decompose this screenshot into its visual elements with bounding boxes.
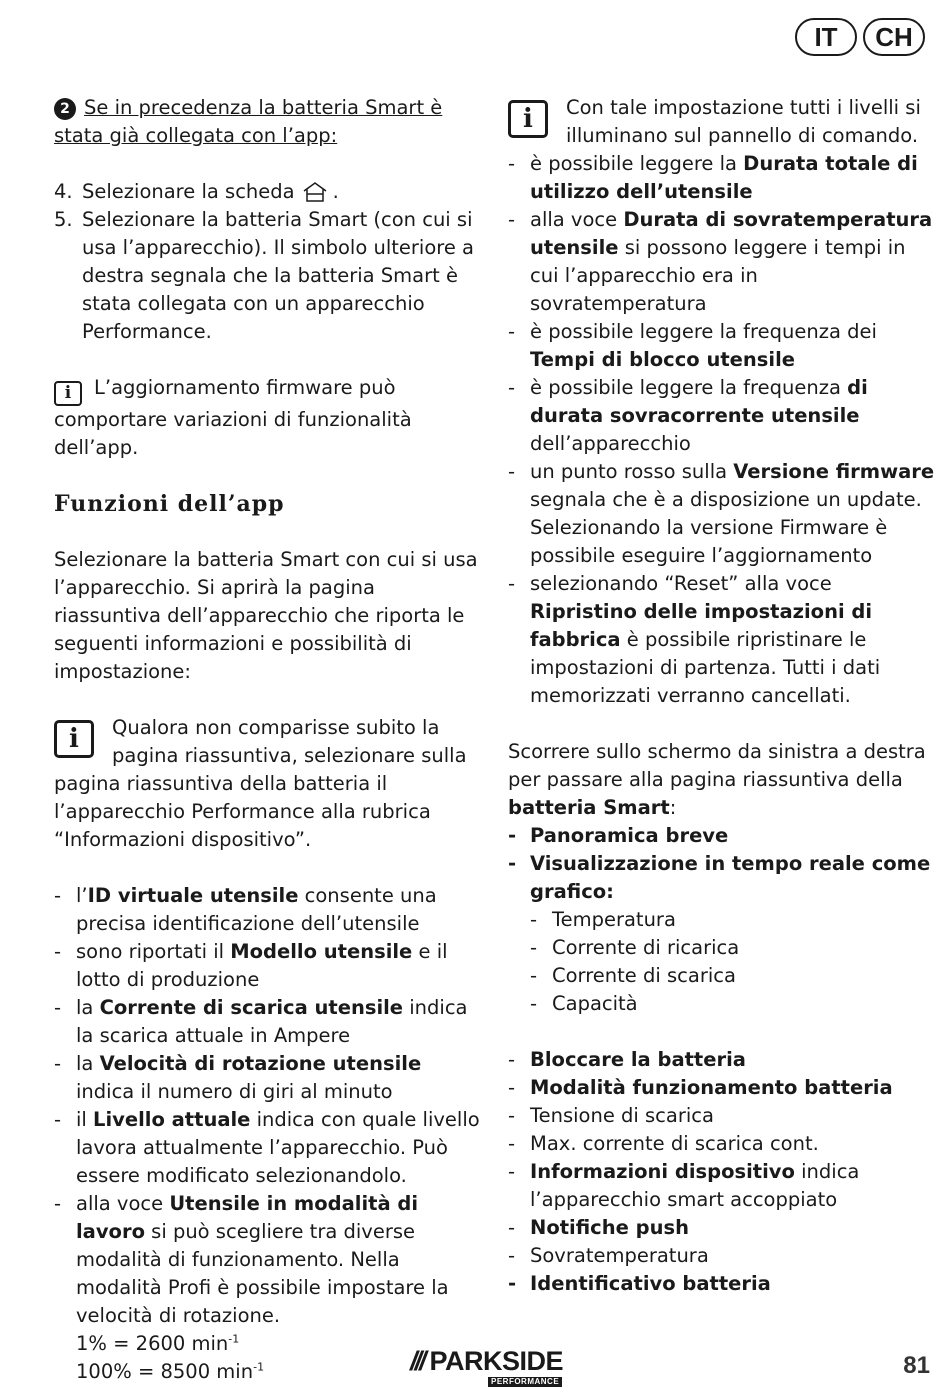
- list-item: - è possibile leggere la frequenza di durata sovracorrente utensile dell’apparecchio: [508, 376, 868, 455]
- summary-note: i Qualora non comparisse subito la pagina riassuntiva, selezionare sulla pagina riassuntiva della batteria il l’apparecchio Performance alla rubrica “Informazioni dispositivo”.: [54, 715, 467, 851]
- list-item: - Max. corrente di scarica cont.: [508, 1132, 819, 1155]
- list-item: - è possibile leggere la frequenza dei Tempi di blocco utensile: [508, 320, 877, 371]
- speed-1: 1% = 2600 min: [76, 1331, 229, 1355]
- list-item: - Sovratemperatura: [508, 1244, 709, 1267]
- step-number-badge: 2: [54, 98, 76, 120]
- list-item: 4. Selezionare la scheda .: [54, 180, 339, 203]
- list-item: - Identificativo batteria: [508, 1272, 771, 1295]
- list-item: - Visualizzazione in tempo reale come grafico:: [508, 852, 931, 903]
- list-item: - è possibile leggere la Durata totale di utilizzo dell’utensile: [508, 152, 918, 203]
- levels-note: i Con tale impostazione tutti i livelli si illuminano sul pannello di comando.: [508, 94, 940, 150]
- list-item: - Panoramica breve: [508, 824, 729, 847]
- list-item: - l’ID virtuale utensile consente una precisa identificazione dell’utensile: [54, 883, 437, 935]
- speed-100: 100% = 8500 min: [76, 1359, 254, 1383]
- list-item: - Tensione di scarica: [508, 1104, 714, 1127]
- list-item: - Bloccare la batteria: [508, 1048, 746, 1071]
- intro-paragraph: Selezionare la batteria Smart con cui si usa l’apparecchio. Si aprirà la pagina riassuntiva dell’apparecchio che riporta le seguenti informazioni e possibilità di impostazione:: [54, 547, 478, 683]
- right-column: [508, 94, 940, 1298]
- list-item: - la Corrente di scarica utensile indica la scarica attuale in Ampere: [54, 995, 468, 1047]
- list-item: 5. Selezionare la batteria Smart (con cui si usa l’apparecchio). Il simbolo ulteriore a destra segnala che la batteria Smart è stata collegata con un apparecchio Performance.: [54, 208, 474, 343]
- sub-list-item: - Corrente di scarica: [530, 964, 736, 987]
- info-icon: i: [54, 381, 82, 406]
- sub-list-item: - Temperatura: [530, 908, 676, 931]
- info-icon: i: [508, 100, 548, 138]
- list-item: - alla voce Durata di sovratemperatura utensile si possono leggere i tempi in cui l’apparecchio era in sovratemperatura: [508, 208, 933, 315]
- parkside-logo: /// PARKSIDE PERFORMANCE: [410, 1346, 564, 1386]
- info-icon: i: [54, 720, 94, 758]
- list-item: - Informazioni dispositivo indica l’apparecchio smart accoppiato: [508, 1160, 860, 1211]
- home-icon: [301, 181, 329, 203]
- scroll-paragraph: Scorrere sullo schermo da sinistra a destra per passare alla pagina riassuntiva della batteria Smart:: [508, 740, 926, 819]
- left-column: [54, 94, 480, 1386]
- firmware-note: i L’aggiornamento firmware può comportare variazioni di funzionalità dell’app.: [54, 376, 412, 459]
- language-badge-it: IT: [795, 18, 857, 56]
- section-heading: Funzioni dell’app: [54, 490, 285, 517]
- list-item: - sono riportati il Modello utensile e il lotto di produzione: [54, 939, 448, 991]
- list-item: - alla voce Utensile in modalità di lavoro si può scegliere tra diverse modalità di funzionamento. Nella modalità Profi è possibile impostare la velocità di rotazione. 1% = 2600 $\min^{-1}$ 100% = 8500 $\min^{-1}$: [54, 1191, 449, 1383]
- sub-list-item: - Capacità: [530, 992, 638, 1015]
- list-item: - Notifiche push: [508, 1216, 689, 1239]
- list-item: - un punto rosso sulla Versione firmware segnala che è a disposizione un update. Selezionando la versione Firmware è possibile eseguire l’aggiornamento: [508, 460, 935, 567]
- list-item: - selezionando “Reset” alla voce Ripristino delle impostazioni di fabbrica è possibile ripristinare le impostazioni di partenza. Tutti i dati memorizzati verranno cancellati.: [508, 572, 881, 707]
- list-item: - la Velocità di rotazione utensile indica il numero di giri al minuto: [54, 1051, 422, 1103]
- sub-list-item: - Corrente di ricarica: [530, 936, 740, 959]
- list-item: - il Livello attuale indica con quale livello lavora attualmente l’apparecchio. Può essere modificato selezionandolo.: [54, 1107, 480, 1187]
- language-badge-ch: CH: [863, 18, 925, 56]
- page-number: 81: [903, 1352, 930, 1379]
- step2-title: 2 Se in precedenza la batteria Smart è stata già collegata con l’app:: [54, 96, 443, 147]
- language-badges: [795, 18, 925, 56]
- list-item: - Modalità funzionamento batteria: [508, 1076, 893, 1099]
